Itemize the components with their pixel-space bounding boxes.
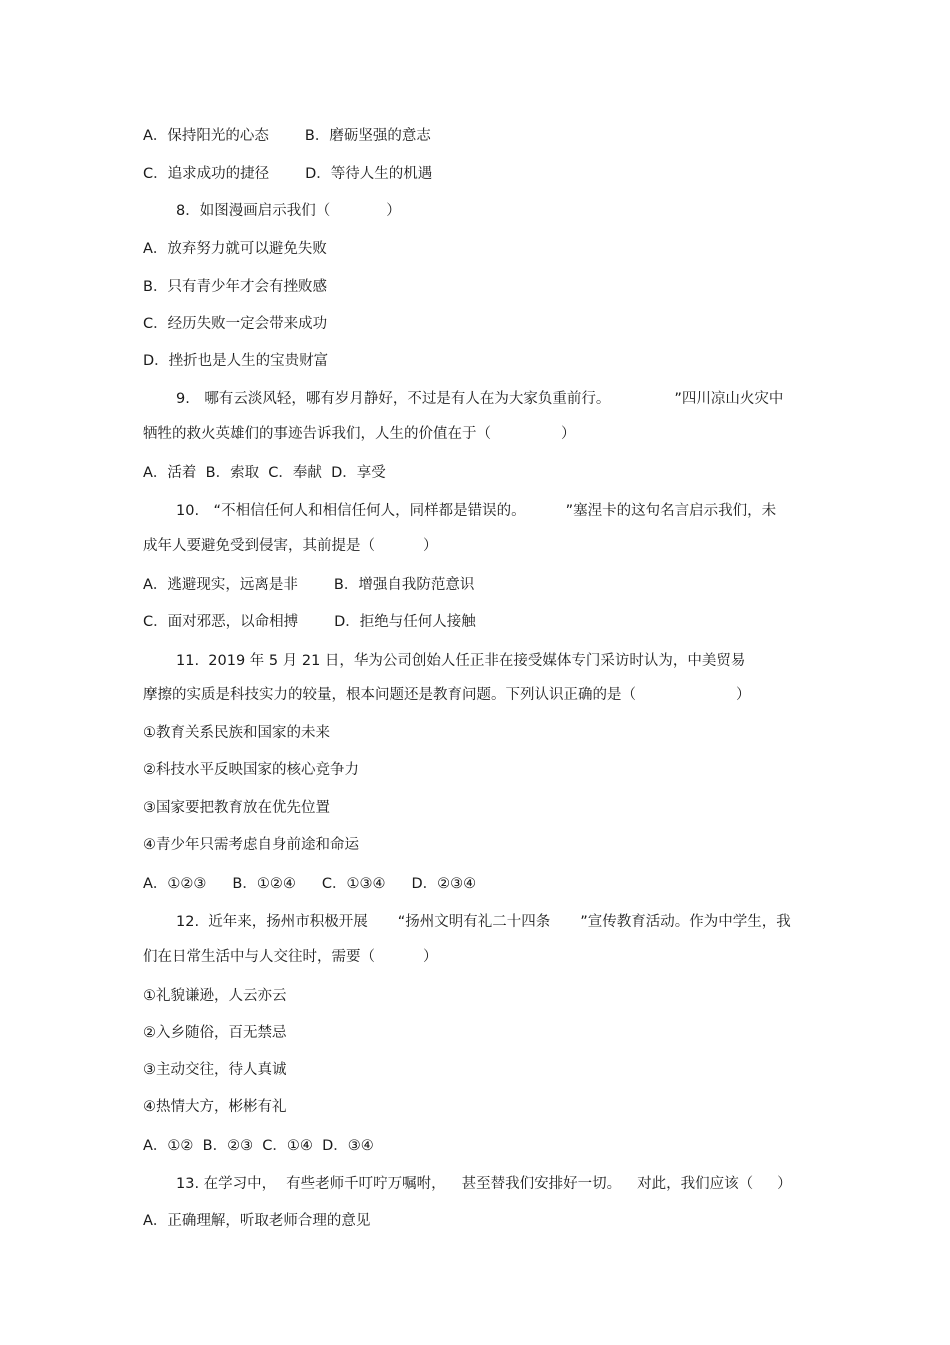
q7-option-b: B．磨砺坚强的意志 <box>304 128 431 144</box>
q10-option-c: C．面对邪恶，以命相搏 <box>143 614 299 630</box>
q10-answer-paren-close: ） <box>423 538 438 554</box>
q9-stem-part-b: ”四川凉山火灾中 <box>674 391 784 407</box>
q12-stem-part-b: “扬州文明有礼二十四条 <box>397 914 551 930</box>
q9-stem-line-1 <box>176 389 783 409</box>
q11-item-4: ④青少年只需考虑自身前途和命运 <box>143 837 359 853</box>
q10-stem-part-b: ”塞涅卡的这句名言启示我们，未 <box>565 503 777 519</box>
q13-answer-paren-close: ） <box>777 1176 792 1192</box>
q10-stem-part-a: 10. “不相信任何人和相信任何人，同样都是错误的。 <box>176 503 526 519</box>
q10-option-d: D．拒绝与任何人接触 <box>334 614 476 630</box>
q12-item-4: ④热情大方，彬彬有礼 <box>143 1099 287 1115</box>
q13-stem-part-d: 对此，我们应该（ <box>637 1176 754 1192</box>
q7-option-a: A．保持阳光的心态 <box>143 128 269 144</box>
q12-item-2: ②入乡随俗，百无禁忌 <box>143 1025 287 1041</box>
q8-answer-paren-close: ） <box>386 203 401 219</box>
q10-option-b: B．增强自我防范意识 <box>333 577 475 593</box>
q9-stem-part-a: 9. 哪有云淡风轻，哪有岁月静好，不过是有人在为大家负重前行。 <box>176 391 611 407</box>
q10-stem-line-2 <box>143 536 438 556</box>
q12-stem-line-2 <box>143 947 438 967</box>
q12-item-3: ③主动交往，待人真诚 <box>143 1062 287 1078</box>
q11-stem-line-2 <box>143 685 751 705</box>
q11-option-a: A．①②③ <box>143 876 207 892</box>
q10-stem-line-1 <box>176 501 776 521</box>
q9-stem-line-2-text: 牺牲的救火英雄们的事迹告诉我们，人生的价值在于（ <box>143 426 491 442</box>
q12-stem-line-2-text: 们在日常生活中与人交往时，需要（ <box>143 949 375 965</box>
q11-item-1: ①教育关系民族和国家的未来 <box>143 725 330 741</box>
q8-stem-text: 8．如图漫画启示我们（ <box>176 203 331 219</box>
q9-options: A．活着 B．索取 C．奉献 D．享受 <box>143 465 386 481</box>
q8-option-a: A．放弃努力就可以避免失败 <box>143 241 327 257</box>
q7-option-d: D．等待人生的机遇 <box>305 166 433 182</box>
q9-answer-paren-close: ） <box>561 426 576 442</box>
q10-stem-line-2-text: 成年人要避免受到侵害，其前提是（ <box>143 538 375 554</box>
q13-stem-part-a: 13. 在学习中， <box>176 1176 277 1192</box>
q12-options: A．①② B．②③ C．①④ D．③④ <box>143 1138 374 1154</box>
q13-stem <box>176 1174 792 1194</box>
q11-option-c: C．①③④ <box>321 876 386 892</box>
q10-option-a: A．逃避现实，远离是非 <box>143 577 298 593</box>
q7-option-c: C．追求成功的捷径 <box>143 166 270 182</box>
q8-stem <box>176 201 401 221</box>
q11-stem-line-2-text: 摩擦的实质是科技实力的较量，根本问题还是教育问题。下列认识正确的是（ <box>143 687 636 703</box>
q13-stem-part-c: 甚至替我们安排好一切。 <box>461 1176 622 1192</box>
q7-options-row-2 <box>143 164 432 184</box>
q7-options-row-1 <box>143 126 431 146</box>
q11-stem-line-1: 11. 2019 年 5 月 21 日，华为公司创始人任正非在接受媒体专门采访时认为，中美贸易 <box>176 653 746 669</box>
q11-answer-paren-close: ） <box>736 687 751 703</box>
q10-options-row-1 <box>143 575 474 595</box>
q13-option-a: A．正确理解，听取老师合理的意见 <box>143 1213 371 1229</box>
q10-options-row-2 <box>143 612 476 632</box>
q8-option-d: D．挫折也是人生的宝贵财富 <box>143 353 329 369</box>
q11-options <box>143 874 476 894</box>
q11-item-3: ③国家要把教育放在优先位置 <box>143 800 330 816</box>
q13-stem-part-b: 有些老师千叮咛万嘱咐， <box>286 1176 446 1192</box>
q12-stem-part-a: 12. 近年来，扬州市积极开展 <box>176 914 368 930</box>
q12-answer-paren-close: ） <box>423 949 438 965</box>
q11-item-2: ②科技水平反映国家的核心竞争力 <box>143 762 359 778</box>
q11-option-b: B．①②④ <box>232 876 296 892</box>
q12-stem-part-c: ”宣传教育活动。作为中学生，我 <box>580 914 791 930</box>
q12-item-1: ①礼貌谦逊，人云亦云 <box>143 988 287 1004</box>
q8-option-c: C．经历失败一定会带来成功 <box>143 316 328 332</box>
q11-option-d: D．②③④ <box>411 876 477 892</box>
q9-stem-line-2 <box>143 424 576 444</box>
q12-stem-line-1 <box>176 912 791 932</box>
q8-option-b: B．只有青少年才会有挫败感 <box>143 279 327 295</box>
